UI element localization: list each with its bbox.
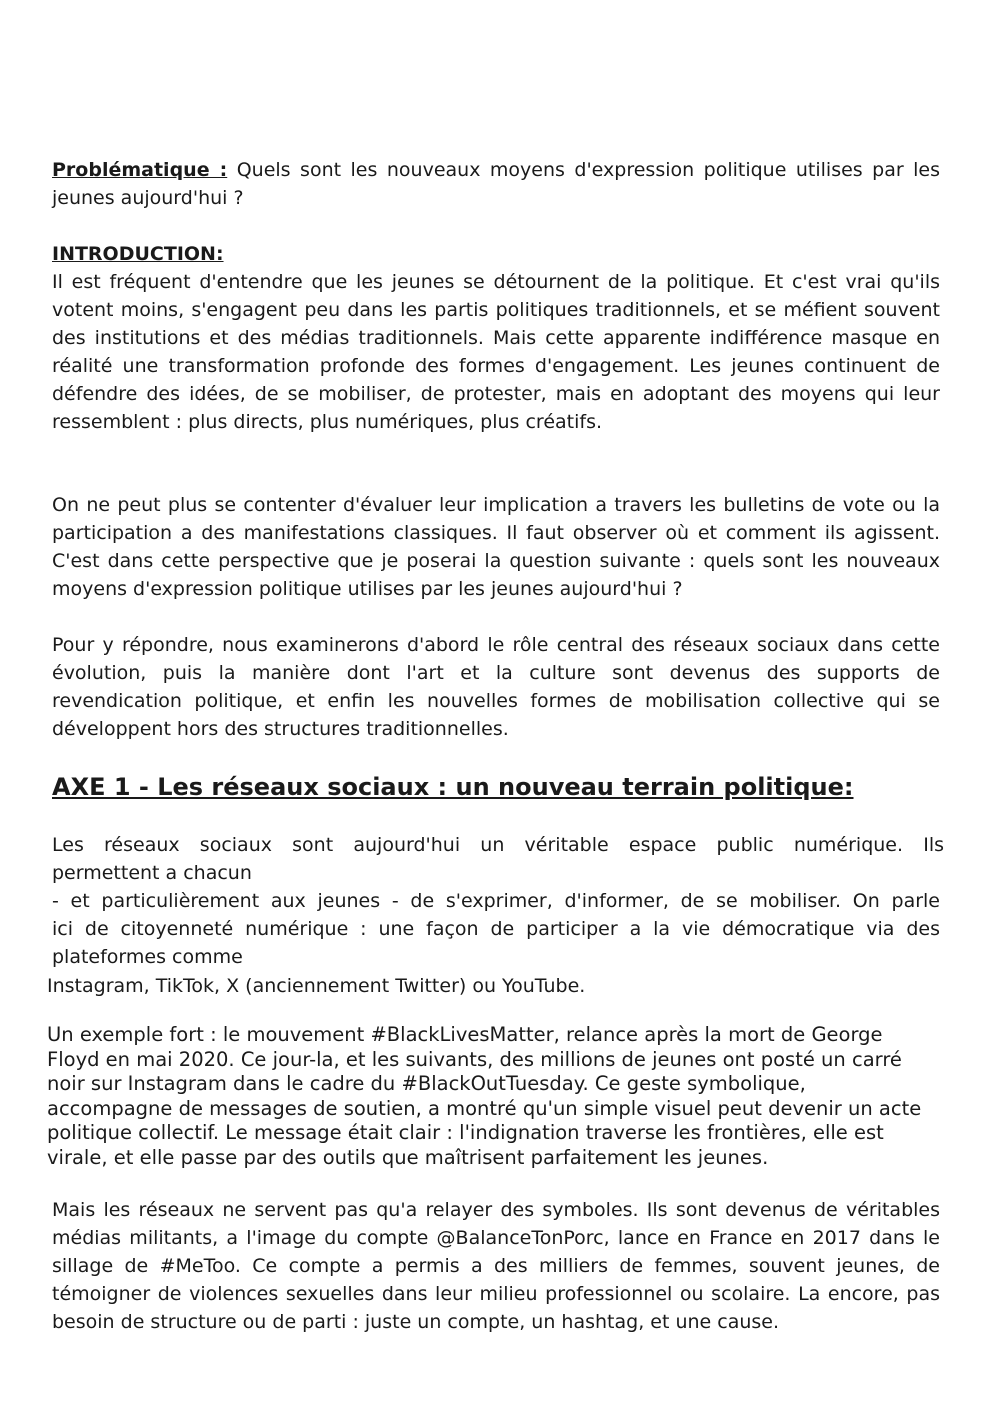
axe1-p1-line-6: Instagram, TikTok, X (anciennement Twitter) ou YouTube. [47, 975, 586, 997]
axe1-p2-line-6: virale, et elle passe par des outils que maîtrisent parfaitement les jeunes. [47, 1145, 769, 1169]
axe1-paragraph-1-cont [52, 887, 940, 971]
axe1-p1-line-5: plateformes comme [52, 946, 243, 968]
axe1-p2-line-5: politique collectif. Le message était clair : l'indignation traverse les frontières, elle est [47, 1121, 884, 1145]
axe1-p2-line-4: accompagne de messages de soutien, a montré qu'un simple visuel peut devenir un acte [47, 1096, 922, 1120]
axe1-paragraph-1 [52, 831, 944, 887]
axe1-p2-line-1: Un exemple fort : le mouvement #BlackLivesMatter, relance après la mort de George [47, 1023, 883, 1046]
introduction-paragraph-2: On ne peut plus se contenter d'évaluer leur implication a travers les bulletins de vote ou la participation a des manifestations classiques. Il faut observer où et comment ils agissent. C'est dans cette perspective que je poserai la question suivante : quels sont les nouveaux moyens d'expression politique utilises par les jeunes aujourd'hui ? [52, 494, 940, 600]
axe1-heading: AXE 1 - Les réseaux sociaux : un nouveau terrain politique: [52, 773, 854, 801]
introduction-heading: INTRODUCTION: [52, 243, 224, 265]
axe1-p1-line-3: - et particulièrement aux jeunes - de s'exprimer, d'informer, de se mobiliser. On parle [52, 890, 940, 912]
axe1-p1-line-4: ici de citoyenneté numérique : une façon de participer a la vie démocratique via des [52, 918, 940, 940]
axe1-paragraph-2 [47, 1023, 947, 1171]
axe1-p2-line-2: Floyd en mai 2020. Ce jour-la, et les suivants, des millions de jeunes ont posté un carré [47, 1047, 902, 1071]
problematique-label: Problématique : [52, 159, 228, 181]
introduction-paragraph-1: Il est fréquent d'entendre que les jeunes se détournent de la politique. Et c'est vrai qu'ils votent moins, s'engagent peu dans les partis politiques traditionnels, et se méfient souvent des institutions et des médias traditionnels. Mais cette apparente indifférence masque en réalité une transformation profonde des formes d'engagement. Les jeunes continuent de défendre des idées, de se mobiliser, de protester, mais en adoptant des moyens qui leur ressemblent : plus directs, plus numériques, plus créatifs. [52, 271, 940, 433]
problematique-paragraph [52, 156, 940, 212]
axe1-paragraph-3: Mais les réseaux ne servent pas qu'a relayer des symboles. Ils sont devenus de véritables médias militants, a l'image du compte @BalanceTonPorc, lance en France en 2017 dans le sillage de #MeToo. Ce compte a permis a des milliers de femmes, souvent jeunes, de témoigner de violences sexuelles dans leur milieu professionnel ou scolaire. La encore, pas besoin de structure ou de parti : juste un compte, un hashtag, et une cause. [52, 1199, 940, 1333]
axe1-p1-line-1: Les réseaux sociaux sont aujourd'hui un véritable espace public numérique. Ils [52, 834, 944, 856]
axe1-p2-line-3: noir sur Instagram dans le cadre du #BlackOutTuesday. Ce geste symbolique, [47, 1072, 806, 1096]
axe1-p1-line-2: permettent a chacun [52, 862, 252, 884]
introduction-paragraph-3: Pour y répondre, nous examinerons d'abord le rôle central des réseaux sociaux dans cette évolution, puis la manière dont l'art et la culture sont devenus des supports de revendication politique, et enfin les nouvelles formes de mobilisation collective qui se développent hors des structures traditionnelles. [52, 634, 940, 740]
problematique-text: Quels sont les nouveaux moyens d'expression politique utilises par les jeunes aujourd'hui ? [52, 159, 941, 209]
